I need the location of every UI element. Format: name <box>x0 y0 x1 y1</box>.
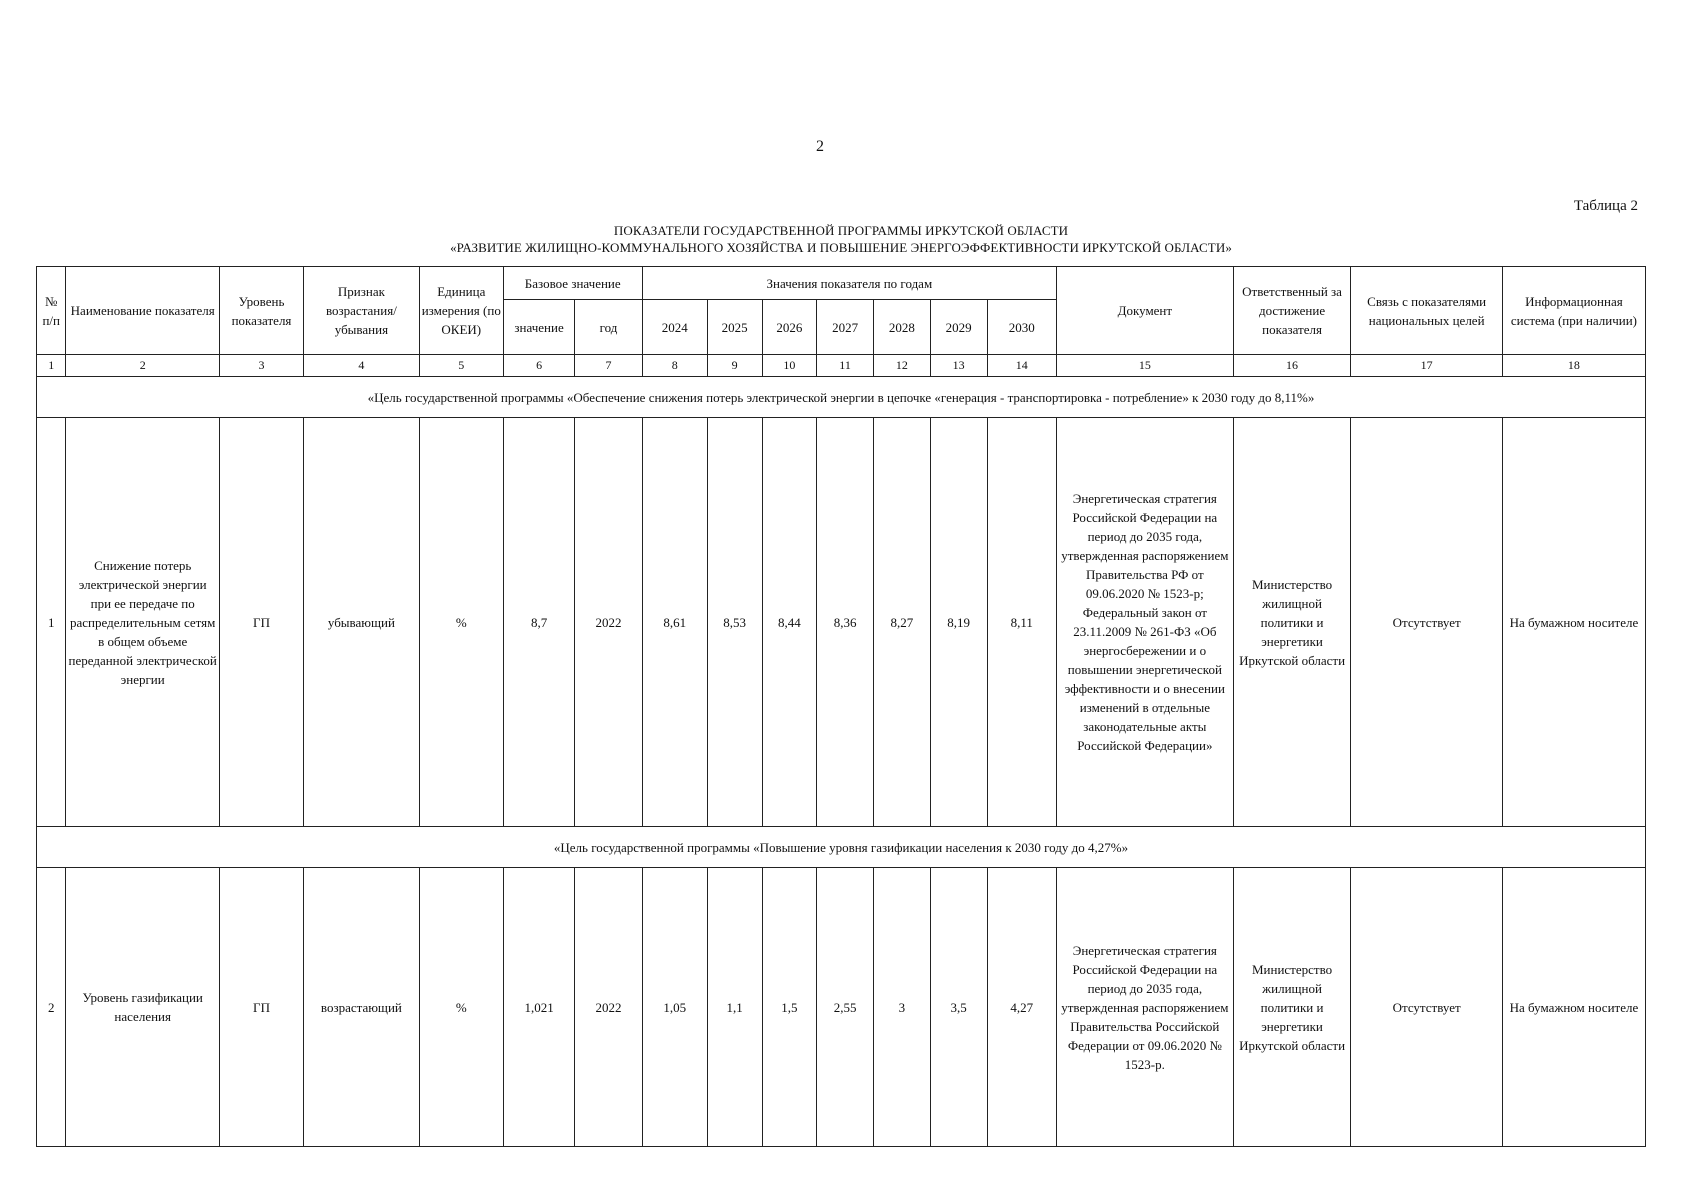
indicator-unit: % <box>419 868 503 1147</box>
header-trend: Признак возрастания/убывания <box>304 267 420 355</box>
column-number: 14 <box>987 355 1057 377</box>
year-value: 8,19 <box>930 418 987 827</box>
indicators-table <box>36 266 1646 1147</box>
column-number: 3 <box>219 355 303 377</box>
table-row <box>37 868 1646 1147</box>
base-year: 2022 <box>575 868 642 1147</box>
title-line-2: «РАЗВИТИЕ ЖИЛИЩНО-КОММУНАЛЬНОГО ХОЗЯЙСТВА И ПОВЫШЕНИЕ ЭНЕРГОЭФФЕКТИВНОСТИ ИРКУТСКОЙ ОБЛАСТИ» <box>450 240 1232 255</box>
header-responsible: Ответственный за достижение показателя <box>1233 267 1351 355</box>
year-value: 1,5 <box>762 868 817 1147</box>
table-label: Таблица 2 <box>1573 198 1638 214</box>
header-name: Наименование показателя <box>66 267 220 355</box>
header-year: 2029 <box>930 300 987 355</box>
column-number: 5 <box>419 355 503 377</box>
header-base: Базовое значение <box>503 267 642 300</box>
document: Энергетическая стратегия Российской Федерации на период до 2035 года, утвержденная распоряжением Правительства Российской Федерации от 09.06.2020 № 1523-р. <box>1057 868 1234 1147</box>
column-number: 2 <box>66 355 220 377</box>
header-level: Уровень показателя <box>219 267 303 355</box>
header-year: 2030 <box>987 300 1057 355</box>
year-value: 8,61 <box>642 418 707 827</box>
header-link: Связь с показателями национальных целей <box>1351 267 1502 355</box>
column-number: 10 <box>762 355 817 377</box>
header-year: 2025 <box>707 300 762 355</box>
year-value: 4,27 <box>987 868 1057 1147</box>
column-number: 6 <box>503 355 575 377</box>
year-value: 2,55 <box>817 868 874 1147</box>
column-number: 17 <box>1351 355 1502 377</box>
header-year: 2026 <box>762 300 817 355</box>
table-row <box>37 418 1646 827</box>
header-num: № п/п <box>37 267 66 355</box>
column-number: 12 <box>873 355 930 377</box>
base-value: 1,021 <box>503 868 575 1147</box>
column-number: 4 <box>304 355 420 377</box>
header-year: 2027 <box>817 300 874 355</box>
page-number: 2 <box>816 138 824 155</box>
header-by-years: Значения показателя по годам <box>642 267 1056 300</box>
national-goals-link: Отсутствует <box>1351 868 1502 1147</box>
indicator-level: ГП <box>219 418 303 827</box>
header-base-year: год <box>575 300 642 355</box>
goal-row <box>37 377 1646 418</box>
table-title <box>36 222 1646 256</box>
indicator-trend: возрастающий <box>304 868 420 1147</box>
base-value: 8,7 <box>503 418 575 827</box>
document: Энергетическая стратегия Российской Федерации на период до 2035 года, утвержденная распоряжением Правительства РФ от 09.06.2020 № 1523-р; Федеральный закон от 23.11.2009 № 261-ФЗ «Об энергосбережении и о повышении энергетической эффективности и о внесении изменений в отдельные законодательные акты Российской Федерации» <box>1057 418 1234 827</box>
year-value: 8,36 <box>817 418 874 827</box>
year-value: 8,53 <box>707 418 762 827</box>
header-unit: Единица измерения (по ОКЕИ) <box>419 267 503 355</box>
responsible: Министерство жилищной политики и энергетики Иркутской области <box>1233 868 1351 1147</box>
year-value: 3,5 <box>930 868 987 1147</box>
header-document: Документ <box>1057 267 1234 355</box>
responsible: Министерство жилищной политики и энергетики Иркутской области <box>1233 418 1351 827</box>
national-goals-link: Отсутствует <box>1351 418 1502 827</box>
column-number: 8 <box>642 355 707 377</box>
column-number: 16 <box>1233 355 1351 377</box>
indicator-name: Снижение потерь электрической энергии при ее передаче по распределительным сетям в общем объеме переданной электрической энергии <box>66 418 220 827</box>
row-num: 2 <box>37 868 66 1147</box>
header-base-value: значение <box>503 300 575 355</box>
year-value: 1,05 <box>642 868 707 1147</box>
column-number: 1 <box>37 355 66 377</box>
column-number: 7 <box>575 355 642 377</box>
column-number: 13 <box>930 355 987 377</box>
goal-1: «Цель государственной программы «Обеспечение снижения потерь электрической энергии в цепочке «генерация - транспортировка - потребление» к 2030 году до 8,11%» <box>37 377 1646 418</box>
row-num: 1 <box>37 418 66 827</box>
column-numbers-row <box>37 355 1646 377</box>
indicator-trend: убывающий <box>304 418 420 827</box>
goal-2: «Цель государственной программы «Повышение уровня газификации населения к 2030 году до 4,27%» <box>37 827 1646 868</box>
info-system: На бумажном носителе <box>1502 868 1645 1147</box>
year-value: 8,44 <box>762 418 817 827</box>
year-value: 3 <box>873 868 930 1147</box>
base-year: 2022 <box>575 418 642 827</box>
info-system: На бумажном носителе <box>1502 418 1645 827</box>
indicator-unit: % <box>419 418 503 827</box>
title-line-1: ПОКАЗАТЕЛИ ГОСУДАРСТВЕННОЙ ПРОГРАММЫ ИРКУТСКОЙ ОБЛАСТИ <box>613 223 1069 238</box>
header-info-system: Информационная система (при наличии) <box>1502 267 1645 355</box>
year-value: 1,1 <box>707 868 762 1147</box>
year-value: 8,11 <box>987 418 1057 827</box>
column-number: 15 <box>1057 355 1234 377</box>
column-number: 18 <box>1502 355 1645 377</box>
column-number: 11 <box>817 355 874 377</box>
indicator-name: Уровень газификации населения <box>66 868 220 1147</box>
header-year: 2024 <box>642 300 707 355</box>
column-number: 9 <box>707 355 762 377</box>
indicator-level: ГП <box>219 868 303 1147</box>
header-year: 2028 <box>873 300 930 355</box>
goal-row <box>37 827 1646 868</box>
year-value: 8,27 <box>873 418 930 827</box>
